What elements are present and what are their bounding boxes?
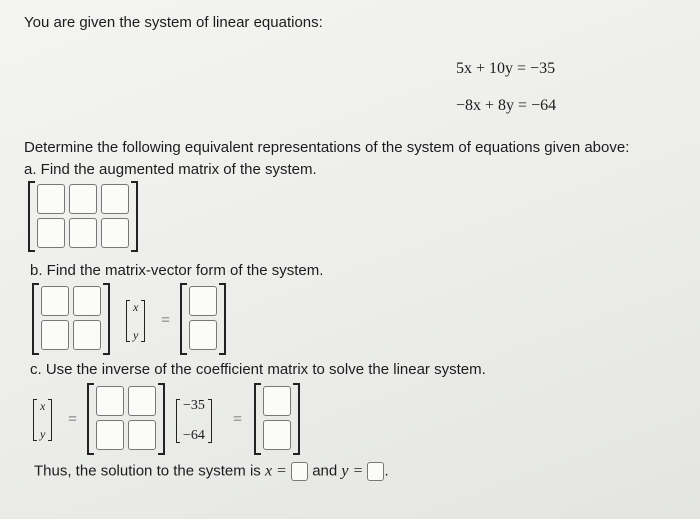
var-y-c: y (40, 427, 46, 441)
equals-sign-b: = (161, 312, 171, 329)
aug-cell-2-2[interactable] (69, 218, 97, 248)
inverse-matrix (87, 383, 165, 455)
part-a-label: a. Find the augmented matrix of the system. (24, 161, 317, 178)
coef-b-cell-1-1[interactable] (41, 286, 69, 316)
y-label: y = (341, 462, 364, 480)
equation-2: −8x + 8y = −64 (456, 97, 557, 114)
coef-b-cell-1-2[interactable] (73, 286, 101, 316)
coef-b-cell-2-2[interactable] (73, 320, 101, 350)
rhs-vector-b (180, 283, 226, 355)
coef-b-cell-2-1[interactable] (41, 320, 69, 350)
equals-sign-c2: = (233, 411, 243, 428)
augmented-matrix (28, 181, 138, 252)
aug-cell-1-2[interactable] (69, 184, 97, 214)
coefficient-matrix-b (32, 283, 110, 355)
aug-cell-1-3[interactable] (101, 184, 129, 214)
x-label: x = (264, 462, 287, 480)
const-1: −35 (183, 398, 205, 413)
var-x-c: x (40, 399, 46, 413)
x-answer-input[interactable] (291, 462, 308, 481)
solution-joiner: and (312, 462, 338, 480)
sol-cell-2[interactable] (263, 420, 291, 450)
sol-cell-1[interactable] (263, 386, 291, 416)
inv-cell-2-1[interactable] (96, 420, 124, 450)
aug-cell-2-3[interactable] (101, 218, 129, 248)
rhs-b-cell-2[interactable] (189, 320, 217, 350)
const-2: −64 (183, 428, 205, 443)
rhs-b-cell-1[interactable] (189, 286, 217, 316)
variable-vector-b (126, 300, 145, 342)
part-b-label: b. Find the matrix-vector form of the system. (30, 262, 324, 279)
constant-vector-c (176, 399, 212, 443)
var-x: x (133, 300, 139, 314)
solution-prefix: Thus, the solution to the system is (34, 462, 261, 480)
intro-text: You are given the system of linear equations: (24, 14, 323, 31)
solution-line (34, 462, 389, 481)
part-c-label: c. Use the inverse of the coefficient matrix to solve the linear system. (30, 361, 486, 378)
y-answer-input[interactable] (367, 462, 384, 481)
solution-suffix: . (384, 462, 389, 480)
aug-cell-1-1[interactable] (37, 184, 65, 214)
solution-vector (254, 383, 300, 455)
instruction-text: Determine the following equivalent representations of the system of equations given above: (24, 139, 630, 156)
inv-cell-1-2[interactable] (128, 386, 156, 416)
inv-cell-2-2[interactable] (128, 420, 156, 450)
var-y: y (133, 328, 139, 342)
variable-vector-c (33, 399, 52, 441)
inv-cell-1-1[interactable] (96, 386, 124, 416)
equation-1: 5x + 10y = −35 (456, 60, 556, 77)
aug-cell-2-1[interactable] (37, 218, 65, 248)
equals-sign-c1: = (68, 411, 78, 428)
